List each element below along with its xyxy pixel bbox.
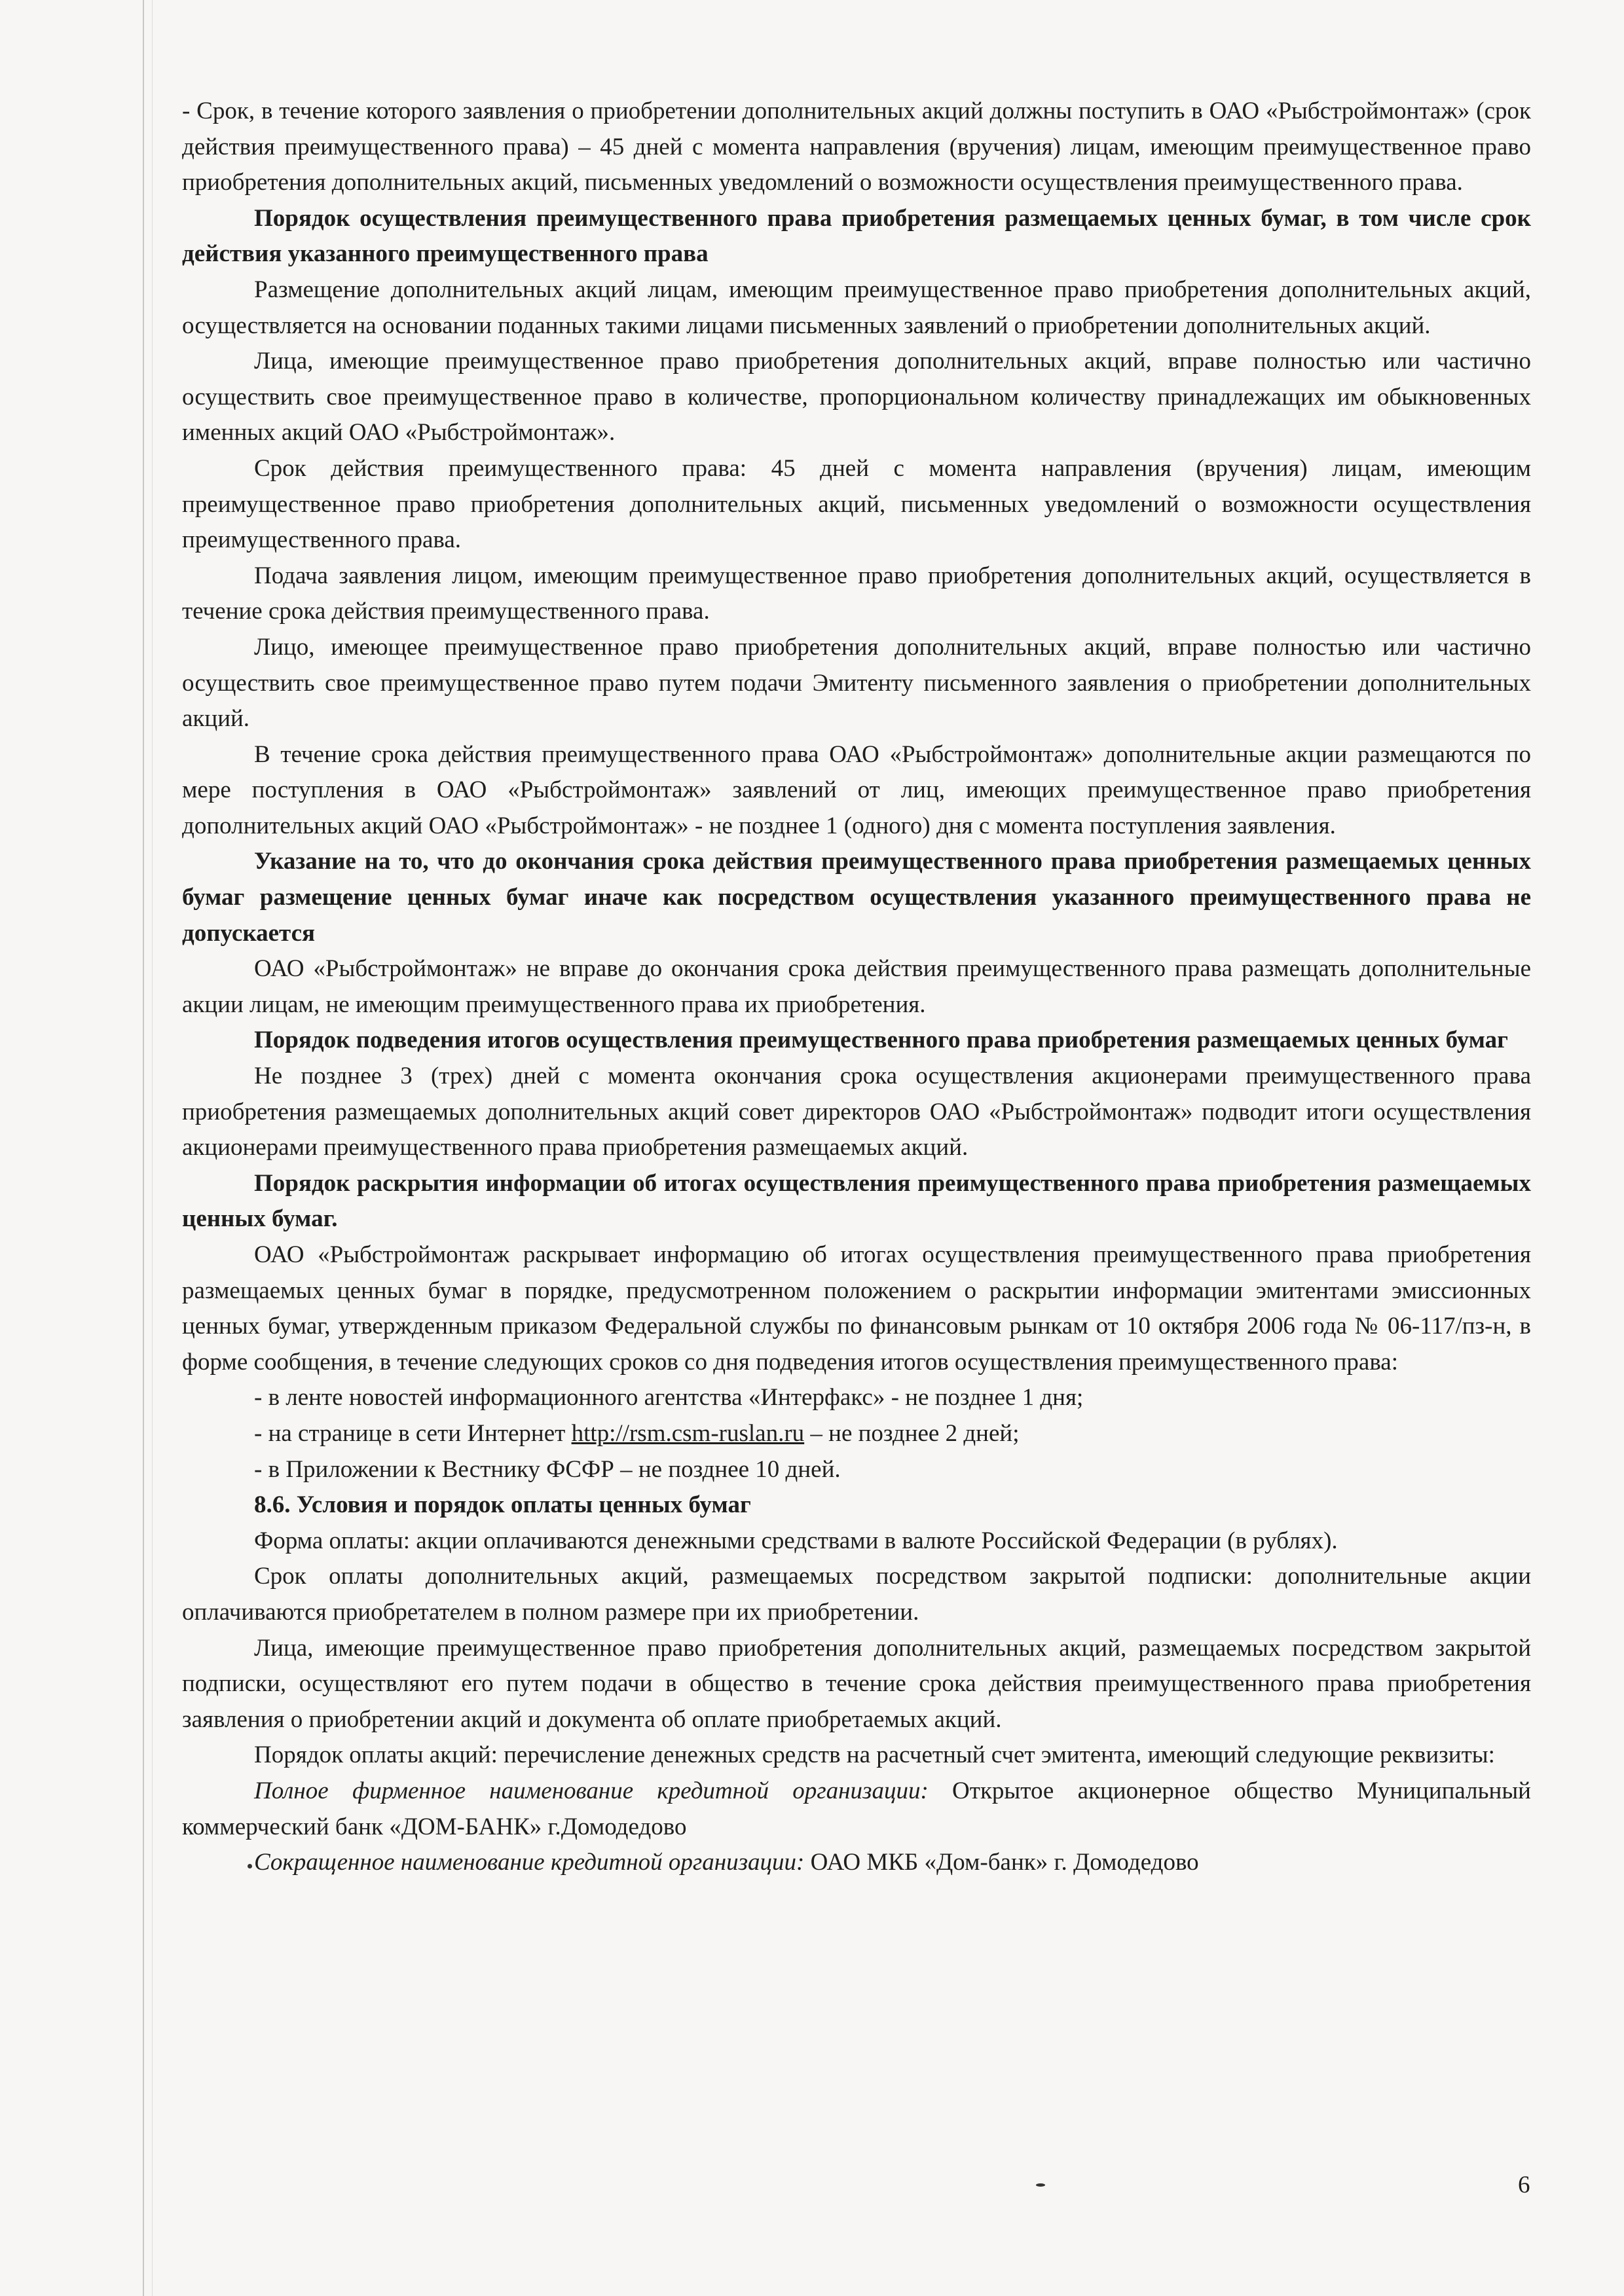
scan-speck xyxy=(248,1864,252,1868)
paragraph: Не позднее 3 (трех) дней с момента окончания срока осуществления акционерами преимущественного права приобретения размещаемых дополнительных акций совет директоров ОАО «Рыбстроймонтаж» подводит итоги осуществления акционерами преимущественного права приобретения размещаемых акций. xyxy=(182,1063,1531,1161)
bank-full-label: Полное фирменное наименование кредитной организации: xyxy=(254,1777,929,1804)
paragraph: Срок действия преимущественного права: 45 дней с момента направления (вручения) лицам, имеющим преимущественное право приобретения дополнительных акций, письменных уведомлений о возможности осуществления преимущественного права. xyxy=(182,454,1531,554)
paragraph: Лица, имеющие преимущественное право приобретения дополнительных акций, вправе полностью или частично осуществить свое преимущественное право в количестве, пропорциональном количеству принадлежащих им обыкновенных именных акций ОАО «Рыбстроймонтаж». xyxy=(182,348,1531,446)
list-item-suffix: – не позднее 2 дней; xyxy=(804,1419,1020,1447)
document-body xyxy=(182,94,1531,1881)
paragraph: ОАО «Рыбстроймонтаж» не вправе до окончания срока действия преимущественного права размещать дополнительные акции лицам, не имеющим преимущественного права их приобретения. xyxy=(182,955,1531,1018)
binding-edge-shadow xyxy=(152,0,153,2296)
section-heading: 8.6. Условия и порядок оплаты ценных бумаг xyxy=(254,1491,751,1519)
paragraph: Размещение дополнительных акций лицам, имеющим преимущественное право приобретения дополнительных акций, осуществляется на основании поданных такими лицами письменных заявлений о приобретении дополнительных акций. xyxy=(182,276,1531,339)
bank-short-name xyxy=(182,1845,1531,1881)
paragraph: Срок оплаты дополнительных акций, размещаемых посредством закрытой подписки: дополнительные акции оплачиваются приобретателем в полном размере при их приобретении. xyxy=(182,1563,1531,1626)
paragraph: В течение срока действия преимущественного права ОАО «Рыбстроймонтаж» дополнительные акции размещаются по мере поступления в ОАО «Рыбстроймонтаж» заявлений от лиц, имеющих преимущественное право приобретения дополнительных акций ОАО «Рыбстроймонтаж» - не позднее 1 (одного) дня с момента поступления заявления. xyxy=(182,740,1531,839)
binding-edge-line xyxy=(143,0,144,2296)
scan-speck xyxy=(1036,2183,1045,2187)
paragraph: Подача заявления лицом, имеющим преимущественное право приобретения дополнительных акций, осуществляется в течение срока действия преимущественного права. xyxy=(182,562,1531,625)
paragraph: Форма оплаты: акции оплачиваются денежными средствами в валюте Российской Федерации (в рублях). xyxy=(254,1527,1338,1554)
paragraph: - Срок, в течение которого заявления о приобретении дополнительных акций должны поступить в ОАО «Рыбстроймонтаж» (срок действия преимущественного права) – 45 дней с момента направления (вручения) лицам, имеющим преимущественное право приобретения дополнительных акций, письменных уведомлений о возможности осуществления преимущественного права. xyxy=(182,98,1531,196)
bold-heading: Порядок осуществления преимущественного права приобретения размещаемых ценных бумаг, в том числе срок действия указанного преимущественного права xyxy=(182,204,1531,268)
bank-full-name xyxy=(182,1774,1531,1845)
list-item-interfax: - в ленте новостей информационного агентства «Интерфакс» - не позднее 1 дня; xyxy=(254,1384,1084,1412)
bank-short-value: ОАО МКБ «Дом-банк» г. Домодедово xyxy=(804,1849,1199,1876)
paragraph: ОАО «Рыбстроймонтаж раскрывает информацию об итогах осуществления преимущественного права приобретения размещаемых ценных бумаг в порядке, предусмотренном положением о раскрытии информации эмитентами эмиссионных ценных бумаг, утвержденным приказом Федеральной службы по финансовым рынкам от 10 октября 2006 года № 06-117/пз-н, в форме сообщения, в течение следующих сроков со дня подведения итогов осуществления преимущественного права: xyxy=(182,1241,1531,1376)
website-link[interactable]: http://rsm.csm-ruslan.ru xyxy=(571,1419,805,1447)
bank-short-label: Сокращенное наименование кредитной организации: xyxy=(254,1849,805,1876)
paragraph: Лицо, имеющее преимущественное право приобретения дополнительных акций, вправе полностью или частично осуществить свое преимущественное право путем подачи Эмитенту письменного заявления о приобретении дополнительных акций. xyxy=(182,633,1531,733)
bold-heading: Порядок раскрытия информации об итогах осуществления преимущественного права приобретения размещаемых ценных бумаг. xyxy=(182,1169,1531,1233)
list-item-website xyxy=(182,1416,1531,1452)
paragraph: Порядок оплаты акций: перечисление денежных средств на расчетный счет эмитента, имеющий следующие реквизиты: xyxy=(254,1741,1495,1769)
page-number: 6 xyxy=(1518,2172,1530,2198)
bold-heading: Указание на то, что до окончания срока действия преимущественного права приобретения размещаемых ценных бумаг размещение ценных бумаг иначе как посредством осуществления указанного преимущественного права не допускается xyxy=(182,848,1531,947)
bank-full-value: Открытое акционерное общество Муниципальный коммерческий банк «ДОМ-БАНК» г.Домодедово xyxy=(182,1777,1531,1840)
bold-heading: Порядок подведения итогов осуществления преимущественного права приобретения размещаемых ценных бумаг xyxy=(254,1027,1508,1054)
paragraph: Лица, имеющие преимущественное право приобретения дополнительных акций, размещаемых посредством закрытой подписки, осуществляют его путем подачи в общество в течение срока действия преимущественного права приобретения заявления о приобретении акций и документа об оплате приобретаемых акций. xyxy=(182,1634,1531,1733)
list-item-fsfr: - в Приложении к Вестнику ФСФР – не позднее 10 дней. xyxy=(254,1455,841,1483)
list-item-prefix: - на странице в сети Интернет xyxy=(254,1419,572,1447)
